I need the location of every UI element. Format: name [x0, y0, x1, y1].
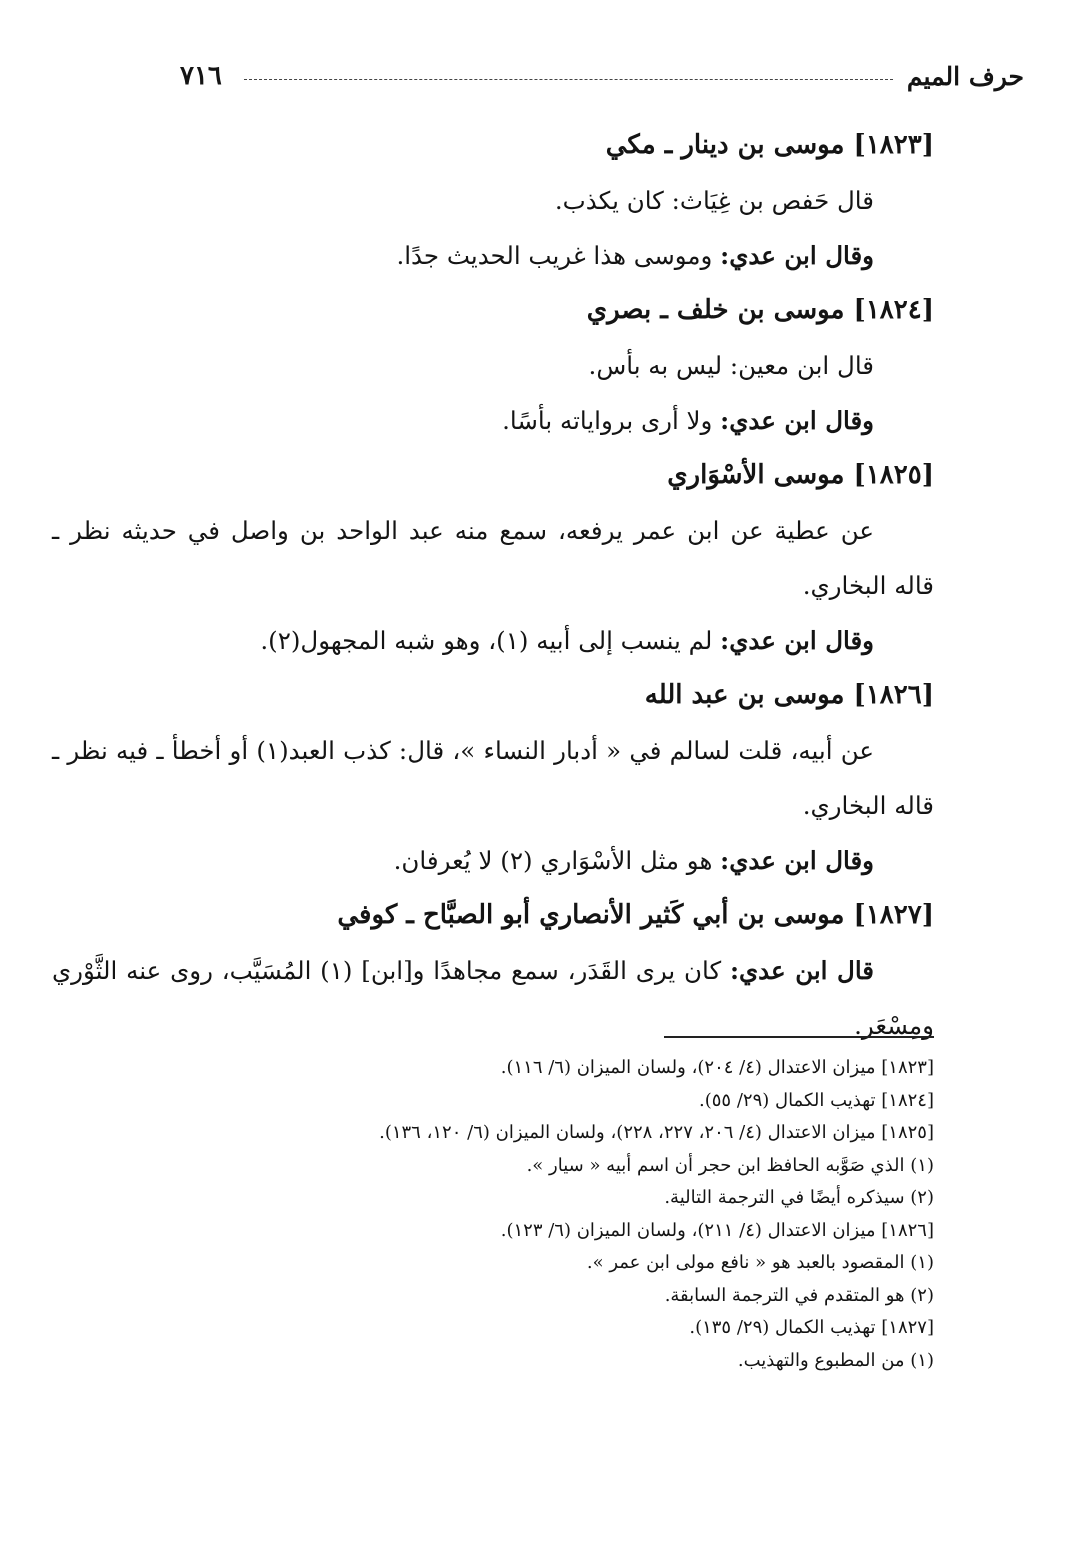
footnote-line: [١٨٢٤] تهذيب الكمال (٢٩/ ٥٥).: [699, 1089, 934, 1111]
entry-paragraph: قال حَفص بن غِيَاث: كان يكذب.: [554, 186, 874, 215]
entry-paragraph: قال ابن معين: ليس به بأس.: [588, 351, 874, 380]
entry-paragraph: قال ابن عدي: كان يرى القَدَر، سمع مجاهدًا و[ابن] (١) المُسَيَّب، روى عنه الثَّوْري ومِسْعَر.: [52, 956, 934, 1040]
footnote-line: (١) المقصود بالعبد هو « نافع مولى ابن عمر ».: [586, 1252, 934, 1273]
page-header: [60, 58, 1024, 94]
footnote-line: (١) الذي صَوَّبه الحافظ ابن حجر أن اسم أبيه « سيار ».: [526, 1154, 934, 1176]
entry-paragraph: وقال ابن عدي: ولا أرى برواياته بأسًا.: [502, 406, 874, 435]
main-text: [52, 118, 934, 1053]
header-rule: [244, 79, 893, 80]
entry-paragraph: وقال ابن عدي: هو مثل الأسْوَاري (٢) لا يُعرفان.: [393, 846, 874, 875]
entry-heading: [١٨٢٥] موسى الأسْوَاري: [667, 460, 934, 490]
entry-heading: [١٨٢٧] موسى بن أبي كَثير الأنصاري أبو الصبَّاح ـ كوفي: [337, 900, 934, 930]
chapter-title: حرف الميم: [906, 61, 1024, 91]
entry-heading: [١٨٢٤] موسى بن خلف ـ بصري: [586, 295, 934, 325]
entry-heading: [١٨٢٦] موسى بن عبد الله: [644, 680, 934, 710]
footnote-line: [١٨٢٦] ميزان الاعتدال (٤/ ٢١١)، ولسان الميزان (٦/ ١٢٣).: [500, 1219, 934, 1241]
entry-paragraph: وقال ابن عدي: لم ينسب إلى أبيه (١)، وهو شبه المجهول(٢).: [260, 626, 874, 655]
footnote-line: (٢) سيذكره أيضًا في الترجمة التالية.: [664, 1187, 934, 1208]
entry-paragraph: وقال ابن عدي: وموسى هذا غريب الحديث جدًا.: [396, 241, 874, 270]
footnote-separator: [664, 1036, 934, 1038]
entry-paragraph: عن أبيه، قلت لسالم في « أدبار النساء »، قال: كذب العبد(١) أو أخطأ ـ فيه نظر ـ قاله البخاري.: [52, 736, 934, 820]
footnote-line: (٢) هو المتقدم في الترجمة السابقة.: [664, 1284, 934, 1306]
entry-heading: [١٨٢٣] موسى بن دينار ـ مكي: [605, 130, 934, 160]
entry-paragraph: عن عطية عن ابن عمر يرفعه، سمع منه عبد الواحد بن واصل في حديثه نظر ـ قاله البخاري.: [52, 516, 934, 600]
footnote-line: [١٨٢٧] تهذيب الكمال (٢٩/ ١٣٥).: [689, 1317, 934, 1338]
footnote-line: (١) من المطبوع والتهذيب.: [737, 1349, 934, 1371]
page-number: ٧١٦: [180, 61, 222, 91]
footnotes: [80, 1052, 934, 1377]
footnote-line: [١٨٢٣] ميزان الاعتدال (٤/ ٢٠٤)، ولسان الميزان (٦/ ١١٦).: [500, 1057, 934, 1078]
footnote-line: [١٨٢٥] ميزان الاعتدال (٤/ ٢٠٦، ٢٢٧، ٢٢٨)، ولسان الميزان (٦/ ١٢٠، ١٣٦).: [379, 1122, 934, 1143]
